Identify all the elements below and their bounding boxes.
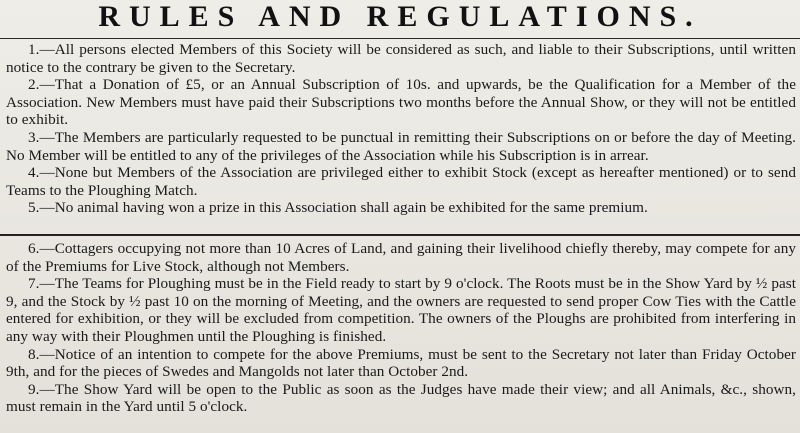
page-title: RULES AND REGULATIONS. (98, 0, 702, 33)
rule-4: 4.—None but Members of the Association are privileged either to exhibit Stock (except as hereafter mentioned) or to send Teams to the Ploughing Match. (6, 164, 796, 199)
rule-1: 1.—All persons elected Members of this Society will be considered as such, and liable to their Subscriptions, until written notice to the contrary be given to the Secretary. (6, 41, 796, 76)
rule-2: 2.—That a Donation of £5, or an Annual Subscription of 10s. and upwards, be the Qualification for a Member of the Association. New Members must have paid their Subscriptions two months before the Annual Show, or they will not be entitled to exhibit. (6, 76, 796, 129)
divider-middle (0, 234, 800, 236)
rule-3: 3.—The Members are particularly requested to be punctual in remitting their Subscriptions on or before the day of Meeting. No Member will be entitled to any of the privileges of the Association while his Subscription is in arrear. (6, 128, 796, 164)
divider-top (0, 38, 800, 39)
rules-section-b (0, 240, 800, 416)
rule-8: 8.—Notice of an intention to compete for the above Premiums, must be sent to the Secretary not later than Friday October 9th, and for the pieces of Swedes and Mangolds not later than October 2nd. (6, 345, 796, 381)
rule-5: 5.—No animal having won a prize in this Association shall again be exhibited for the same premium. (28, 199, 648, 217)
rule-6: 6.—Cottagers occupying not more than 10 Acres of Land, and gaining their livelihood chiefly thereby, may compete for any of the Premiums for Live Stock, although not Members. (6, 240, 796, 275)
rule-9: 9.—The Show Yard will be open to the Public as soon as the Judges have made their view; and all Animals, &c., shown, must remain in the Yard until 5 o'clock. (6, 380, 796, 416)
rules-section-a (0, 41, 800, 217)
rule-7: 7.—The Teams for Ploughing must be in the Field ready to start by 9 o'clock. The Roots must be in the Show Yard by ½ past 9, and the Stock by ½ past 10 on the morning of Meeting, and the owners are requested to send proper Cow Ties with the Cattle entered for exhibition, or they will be excluded from competition. The owners of the Ploughs are prohibited from interfering in any way with their Ploughmen until the Ploughing is finished. (6, 275, 796, 345)
